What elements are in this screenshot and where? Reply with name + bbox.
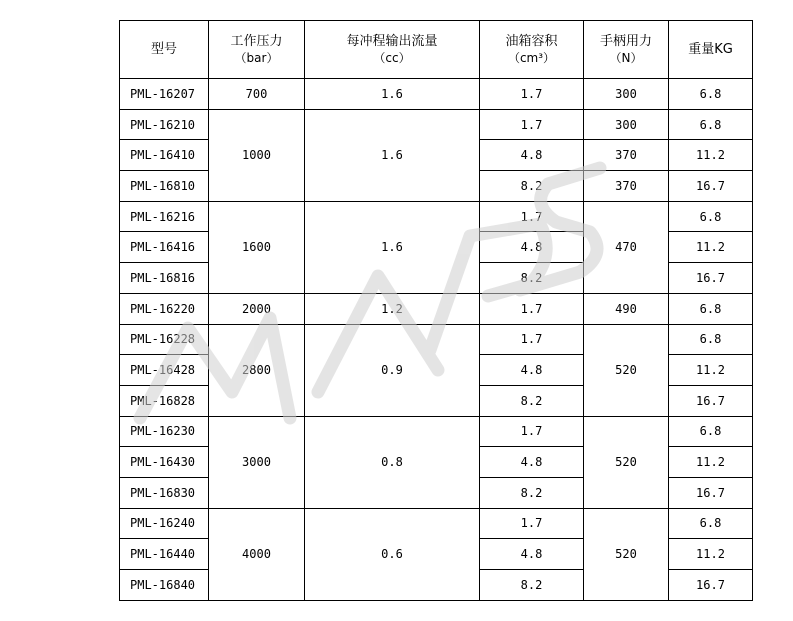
cell-force: 520: [584, 416, 669, 508]
header-weight: 重量KG: [669, 21, 753, 79]
cell-weight: 16.7: [669, 570, 753, 601]
header-force-unit: （N）: [609, 50, 643, 65]
header-row: [120, 21, 753, 79]
cell-flow: 0.6: [305, 508, 480, 600]
cell-model: PML-16416: [120, 232, 209, 263]
cell-pressure: 700: [209, 79, 305, 110]
cell-model: PML-16207: [120, 79, 209, 110]
cell-model: PML-16440: [120, 539, 209, 570]
cell-model: PML-16220: [120, 293, 209, 324]
cell-model: PML-16428: [120, 355, 209, 386]
cell-pressure: 2000: [209, 293, 305, 324]
cell-pressure: 1000: [209, 109, 305, 201]
cell-tank: 4.8: [480, 232, 584, 263]
cell-tank: 1.7: [480, 79, 584, 110]
cell-weight: 6.8: [669, 201, 753, 232]
cell-weight: 11.2: [669, 447, 753, 478]
cell-tank: 1.7: [480, 416, 584, 447]
table-row: [120, 79, 753, 110]
cell-force: 470: [584, 201, 669, 293]
cell-weight: 11.2: [669, 140, 753, 171]
table-row: [120, 508, 753, 539]
cell-weight: 6.8: [669, 416, 753, 447]
cell-model: PML-16410: [120, 140, 209, 171]
cell-weight: 16.7: [669, 477, 753, 508]
cell-tank: 8.2: [480, 385, 584, 416]
cell-tank: 4.8: [480, 447, 584, 478]
cell-pressure: 1600: [209, 201, 305, 293]
cell-model: PML-16228: [120, 324, 209, 355]
cell-force: 490: [584, 293, 669, 324]
table-row: [120, 201, 753, 232]
cell-weight: 6.8: [669, 293, 753, 324]
cell-weight: 16.7: [669, 171, 753, 202]
cell-pressure: 3000: [209, 416, 305, 508]
cell-tank: 4.8: [480, 539, 584, 570]
cell-tank: 1.7: [480, 324, 584, 355]
table-row: [120, 324, 753, 355]
cell-tank: 8.2: [480, 171, 584, 202]
table-row: [120, 109, 753, 140]
cell-model: PML-16816: [120, 263, 209, 294]
header-pressure-unit: （bar）: [234, 50, 279, 65]
header-pressure: 工作压力 （bar）: [209, 21, 305, 79]
header-model: 型号: [120, 21, 209, 79]
header-flow-unit: （cc）: [373, 50, 411, 65]
cell-tank: 4.8: [480, 140, 584, 171]
cell-flow: 1.6: [305, 109, 480, 201]
cell-force: 300: [584, 79, 669, 110]
cell-model: PML-16830: [120, 477, 209, 508]
cell-weight: 11.2: [669, 355, 753, 386]
cell-weight: 6.8: [669, 109, 753, 140]
cell-model: PML-16430: [120, 447, 209, 478]
cell-weight: 11.2: [669, 232, 753, 263]
cell-force: 370: [584, 171, 669, 202]
header-tank: 油箱容积 （cm³）: [480, 21, 584, 79]
cell-weight: 6.8: [669, 79, 753, 110]
cell-force: 300: [584, 109, 669, 140]
cell-tank: 1.7: [480, 109, 584, 140]
cell-weight: 16.7: [669, 385, 753, 416]
cell-pressure: 2800: [209, 324, 305, 416]
spec-table: [119, 20, 753, 601]
cell-force: 520: [584, 508, 669, 600]
header-flow: 每冲程输出流量 （cc）: [305, 21, 480, 79]
cell-flow: 1.6: [305, 79, 480, 110]
cell-tank: 1.7: [480, 201, 584, 232]
cell-tank: 8.2: [480, 570, 584, 601]
cell-model: PML-16230: [120, 416, 209, 447]
cell-flow: 1.6: [305, 201, 480, 293]
cell-flow: 1.2: [305, 293, 480, 324]
table-row: [120, 416, 753, 447]
cell-model: PML-16216: [120, 201, 209, 232]
cell-flow: 0.8: [305, 416, 480, 508]
cell-tank: 1.7: [480, 508, 584, 539]
cell-model: PML-16240: [120, 508, 209, 539]
cell-weight: 11.2: [669, 539, 753, 570]
cell-weight: 16.7: [669, 263, 753, 294]
cell-model: PML-16840: [120, 570, 209, 601]
cell-model: PML-16210: [120, 109, 209, 140]
cell-force: 370: [584, 140, 669, 171]
cell-model: PML-16828: [120, 385, 209, 416]
cell-tank: 8.2: [480, 477, 584, 508]
cell-tank: 8.2: [480, 263, 584, 294]
cell-weight: 6.8: [669, 324, 753, 355]
cell-tank: 1.7: [480, 293, 584, 324]
cell-flow: 0.9: [305, 324, 480, 416]
header-force: 手柄用力 （N）: [584, 21, 669, 79]
cell-pressure: 4000: [209, 508, 305, 600]
cell-weight: 6.8: [669, 508, 753, 539]
cell-model: PML-16810: [120, 171, 209, 202]
cell-force: 520: [584, 324, 669, 416]
header-tank-unit: （cm³）: [507, 50, 556, 65]
table-row: [120, 293, 753, 324]
cell-tank: 4.8: [480, 355, 584, 386]
